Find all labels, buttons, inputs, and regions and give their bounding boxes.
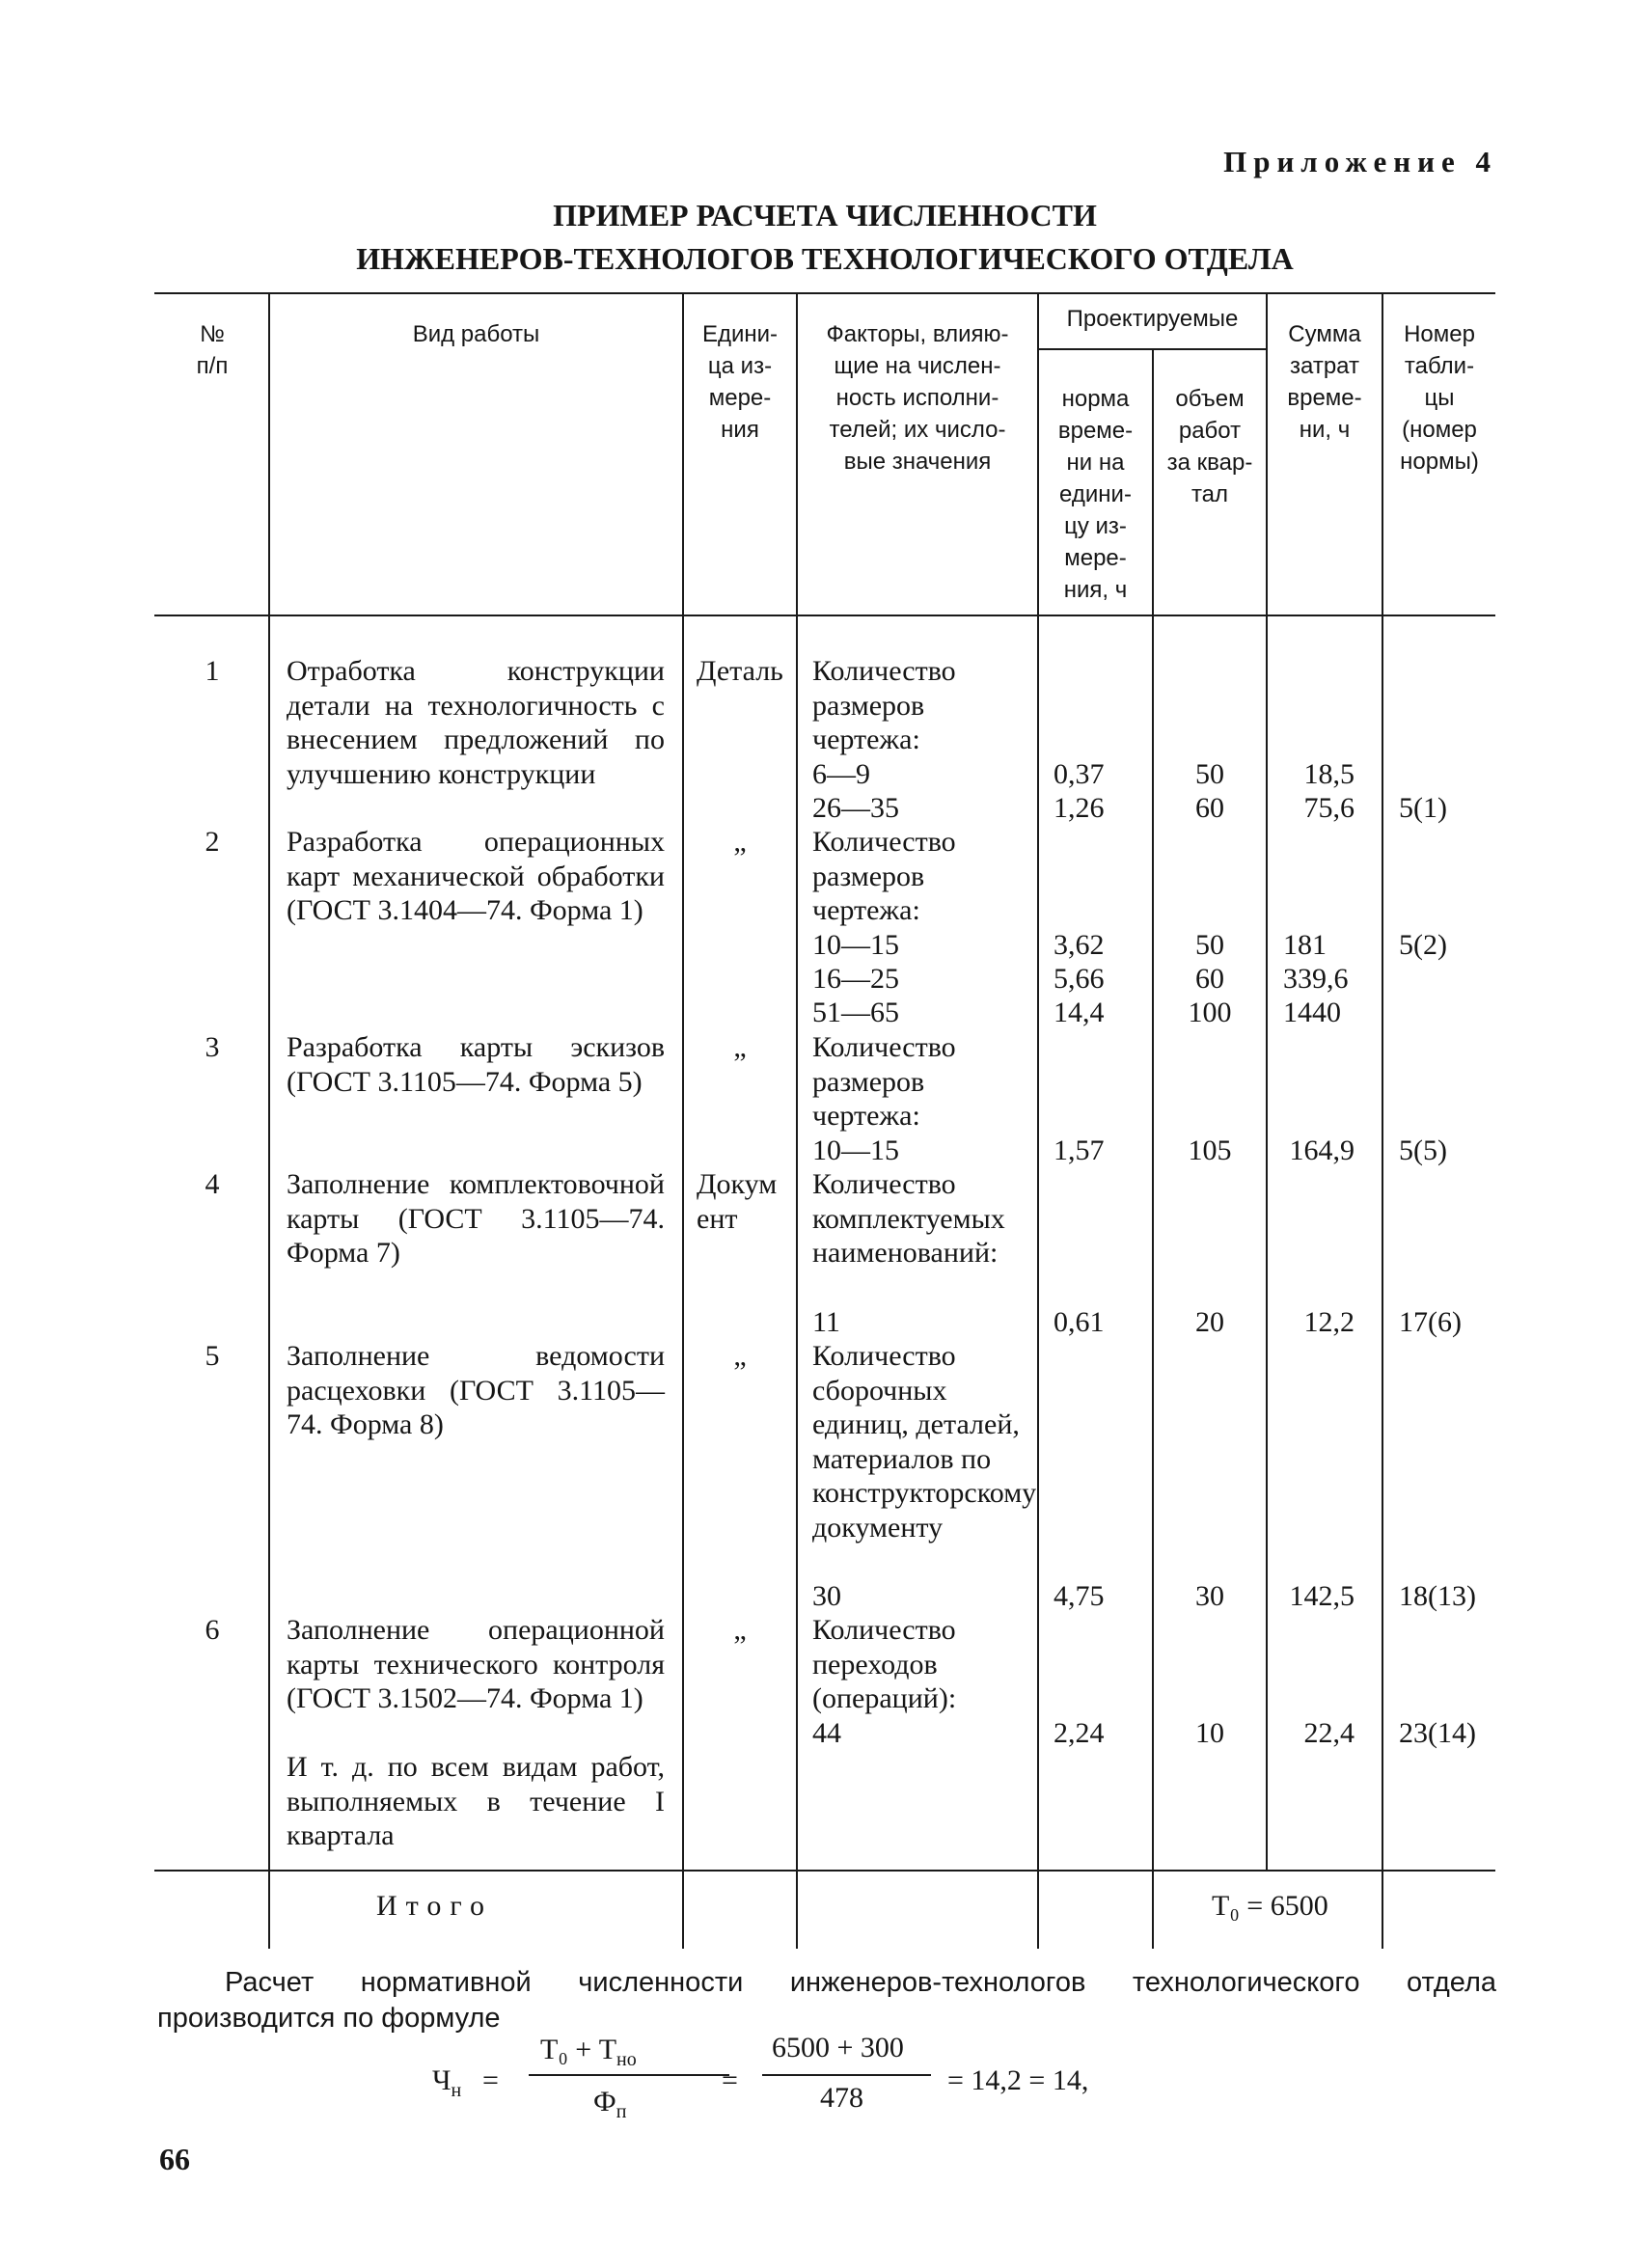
header-factors: Факторы, влияю- щие на числен- ность исполни- телей; их число- вые значения	[826, 321, 1009, 475]
table-number: 5(2)	[1399, 929, 1447, 961]
row-number: 1	[205, 655, 220, 687]
volume-value: 50	[1195, 758, 1224, 790]
table-number: 18(13)	[1399, 1580, 1476, 1612]
work-description: Разработка карты эскизов (ГОСТ 3.1105—74. Форма 5)	[287, 1031, 665, 1098]
sum-value: 164,9	[1289, 1134, 1355, 1166]
unit-cell: Документ	[697, 1168, 778, 1235]
factor-value: 30	[812, 1580, 841, 1612]
volume-value: 30	[1195, 1580, 1224, 1612]
formula-intro-paragraph	[157, 1965, 1496, 2036]
table-number: 23(14)	[1399, 1717, 1476, 1749]
volume-value: 20	[1195, 1306, 1224, 1338]
volume-value: 60	[1195, 792, 1224, 824]
etc-note: И т. д. по всем видам работ, выполняемых в течение I квартала	[287, 1751, 665, 1851]
fraction-line-value	[762, 2074, 931, 2076]
col-divider	[268, 292, 270, 1949]
header-norm: норма време- ни на едини- цу из- мере- ния, ч	[1057, 386, 1134, 603]
formula-denominator-value: 478	[820, 2082, 863, 2114]
row-number: 2	[205, 826, 220, 858]
table-number: 5(1)	[1399, 792, 1447, 824]
unit-cell: „	[733, 1031, 747, 1063]
factor-description: Количество размеров чертежа:	[812, 826, 956, 926]
appendix-label: Приложение 4	[1223, 145, 1497, 178]
factor-description: Количество размеров чертежа:	[812, 1031, 956, 1132]
factor-description: Количество комплектуемых наименований:	[812, 1168, 1005, 1269]
paragraph-line-1: Расчет нормативной численности инженеров-технологов технологического отдела	[225, 1967, 1496, 1998]
work-description: Отработка конструкции детали на технологичность с внесением предложений по улучшению конструкции	[287, 655, 665, 790]
work-description: Заполнение операционной карты технического контроля (ГОСТ 3.1502—74. Форма 1)	[287, 1614, 665, 1714]
fraction-line-symbolic	[529, 2074, 729, 2076]
formula-result: = 14,2 = 14,	[947, 2064, 1089, 2096]
norm-value: 1,26	[1054, 792, 1105, 824]
volume-value: 100	[1188, 997, 1232, 1028]
sum-value: 22,4	[1303, 1717, 1355, 1749]
sum-value: 142,5	[1289, 1580, 1355, 1612]
col-divider	[1266, 292, 1268, 1870]
norm-value: 5,66	[1054, 963, 1105, 995]
page-title-line-2: ИНЖЕНЕРОВ-ТЕХНОЛОГОВ ТЕХНОЛОГИЧЕСКОГО ОТДЕЛА	[356, 241, 1294, 276]
total-value: Т₀ = 6500	[1212, 1890, 1328, 1922]
paragraph-line-2: производится по формуле	[157, 2003, 501, 2034]
page-title-line-1: ПРИМЕР РАСЧЕТА ЧИСЛЕННОСТИ	[553, 198, 1097, 232]
row-number: 3	[205, 1031, 220, 1063]
row-number: 4	[205, 1168, 220, 1200]
volume-value: 60	[1195, 963, 1224, 995]
factor-description: Количество переходов (операций):	[812, 1614, 957, 1714]
factor-value: 16—25	[812, 963, 899, 995]
volume-value: 105	[1188, 1134, 1232, 1166]
sum-value: 1440	[1283, 997, 1341, 1028]
header-projected: Проектируемые	[1066, 306, 1239, 332]
volume-value: 50	[1195, 929, 1224, 961]
formula-numerator-value: 6500 + 300	[772, 2032, 904, 2063]
factor-value: 6—9	[812, 758, 870, 790]
table-number: 5(5)	[1399, 1134, 1447, 1166]
unit-cell: „	[733, 826, 747, 858]
row-number: 6	[205, 1614, 220, 1646]
formula-numerator-symbolic: $Т_0 + Т_{но}$	[540, 2034, 637, 2070]
work-description: Заполнение ведомости расцеховки (ГОСТ 3.1105—74. Форма 8)	[287, 1340, 665, 1440]
header-bottom-rule	[154, 615, 1495, 616]
header-work: Вид работы	[412, 321, 540, 347]
formula-lhs: $Ч_н$	[432, 2064, 462, 2101]
page-number: 66	[159, 2142, 190, 2176]
norm-value: 3,62	[1054, 929, 1105, 961]
sum-value: 18,5	[1303, 758, 1355, 790]
col-divider	[796, 292, 798, 1949]
norm-value: 14,4	[1054, 997, 1105, 1028]
factor-value: 11	[812, 1306, 840, 1338]
header-table-no: Номер табли- цы (номер нормы)	[1400, 321, 1479, 475]
factor-description: Количество размеров чертежа:	[812, 655, 956, 755]
header-unit: Едини- ца из- мере- ния	[701, 321, 779, 443]
factor-description: Количество сборочных единиц, деталей, материалов по конструкторскому документу	[812, 1340, 1037, 1544]
norm-value: 0,37	[1054, 758, 1105, 790]
unit-cell: Деталь	[697, 655, 783, 687]
factor-value: 51—65	[812, 997, 899, 1028]
table-top-rule	[154, 292, 1495, 294]
norm-value: 0,61	[1054, 1306, 1105, 1338]
unit-cell: „	[733, 1340, 747, 1372]
sum-value: 12,2	[1303, 1306, 1355, 1338]
header-sum: Сумма затрат време- ни, ч	[1287, 321, 1362, 443]
sum-value: 339,6	[1283, 963, 1349, 995]
formula-eq-2: =	[722, 2064, 738, 2096]
header-volume: объем работ за квар- тал	[1166, 386, 1253, 507]
body-bottom-rule	[154, 1870, 1495, 1872]
work-description: Заполнение комплектовочной карты (ГОСТ 3.1105—74. Форма 7)	[287, 1168, 665, 1269]
norm-value: 2,24	[1054, 1717, 1105, 1749]
work-description: Разработка операционных карт механической обработки (ГОСТ 3.1404—74. Форма 1)	[287, 826, 665, 926]
norm-value: 4,75	[1054, 1580, 1105, 1612]
volume-value: 10	[1195, 1717, 1224, 1749]
total-label: Итого	[376, 1890, 493, 1922]
col-divider	[682, 292, 684, 1949]
factor-value: 10—15	[812, 929, 899, 961]
unit-cell: „	[733, 1614, 747, 1646]
sum-value: 75,6	[1303, 792, 1355, 824]
table-number: 17(6)	[1399, 1306, 1462, 1338]
factor-value: 44	[812, 1717, 841, 1749]
norm-value: 1,57	[1054, 1134, 1105, 1166]
factor-value: 10—15	[812, 1134, 899, 1166]
row-number: 5	[205, 1340, 220, 1372]
col-divider	[1382, 292, 1383, 1949]
header-num: № п/п	[196, 321, 229, 379]
factor-value: 26—35	[812, 792, 899, 824]
formula-eq-1: =	[482, 2064, 499, 2096]
formula-denominator-symbolic: $Ф_п$	[593, 2086, 627, 2122]
sum-value: 181	[1283, 929, 1327, 961]
